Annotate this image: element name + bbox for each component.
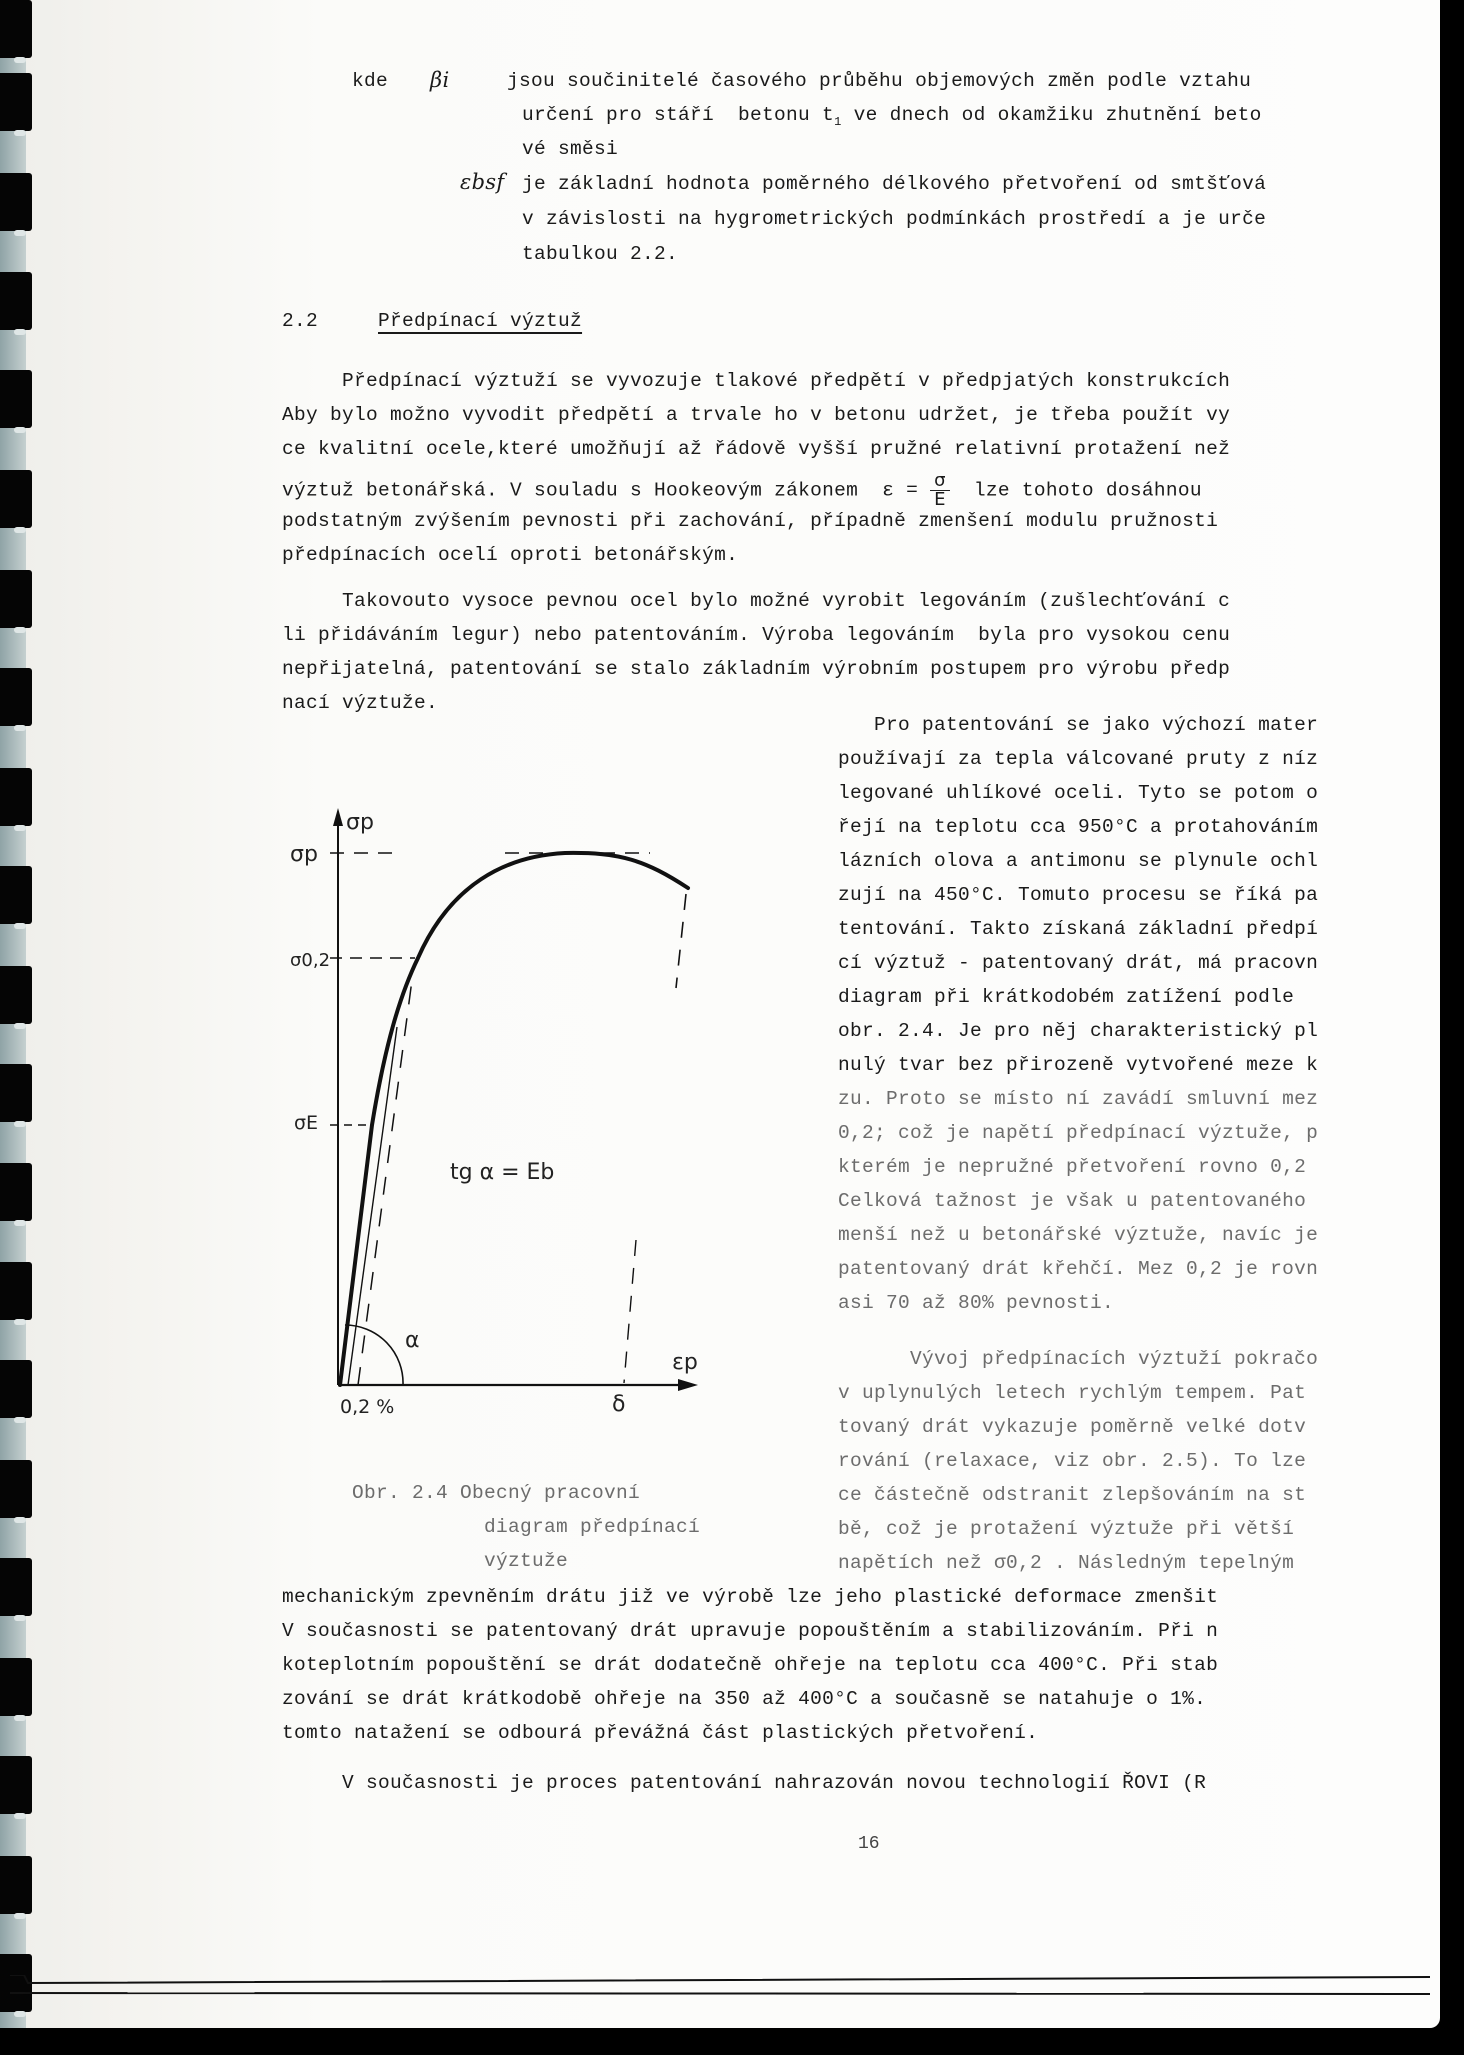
paragraph-line: Celková tažnost je však u patentovaného [838,1190,1307,1212]
figure-caption: diagram předpínací [484,1516,701,1538]
binding-hole [0,1658,32,1716]
paragraph-line: legované uhlíkové oceli. Tyto se potom o [838,782,1319,804]
scan-artifact-band [10,1975,1430,1997]
text-fragment: ve dnech od okamžiku zhutnění beto [841,104,1262,126]
paragraph-line: tomto natažení se odbourá převážná část plastických přetvoření. [282,1722,1039,1744]
sigma-02-label: σ0,2 [290,950,331,971]
paragraph-line: rování (relaxace, viz obr. 2.5). To lze [838,1450,1307,1472]
binding-hole [0,1262,32,1320]
paragraph-line: obr. 2.4. Je pro něj charakteristický pl [838,1020,1319,1042]
binding-hole [0,966,32,1024]
strain-02-label: 0,2 % [340,1396,395,1418]
x-axis-arrow [678,1379,698,1391]
binding-hole [0,73,32,131]
section-title: Předpínací výztuž [378,310,583,332]
paragraph-line: li přidáváním legur) nebo patentováním. Výroba legováním byla pro vysokou cenu [282,624,1231,646]
sigma-p-label: σp [290,842,318,867]
section-number: 2.2 [282,310,319,332]
paragraph-line: cí výztuž - patentovaný drát, má pracovn [838,952,1319,974]
figure-caption: výztuže [484,1550,569,1572]
binding-hole [0,866,32,924]
stress-strain-diagram [290,790,720,1418]
paragraph-line: používají za tepla válcované pruty z níz [838,748,1319,770]
paragraph-line: nepřijatelná, patentování se stalo základním výrobním postupem pro výrobu předp [282,658,1231,680]
paragraph-line: zování se drát krátkodobě ohřeje na 350 až 400°C a současně se natahuje o 1%. [282,1688,1207,1710]
diagram-drawing [300,790,720,1410]
binding-hole [0,470,32,528]
paragraph-line: v uplynulých letech rychlým tempem. Pat [838,1382,1307,1404]
beta-symbol: βi [430,68,450,92]
paragraph-line: nulý tvar bez přirozeně vytvořené meze k [838,1054,1319,1076]
binding-hole [0,1360,32,1418]
paragraph-line: lázních olova a antimonu se plynule ochl [838,850,1319,872]
paragraph-line: asi 70 až 80% pevnosti. [838,1292,1115,1314]
sigma-e-label: σE [294,1112,319,1134]
binding-hole [0,1558,32,1616]
paragraph-line: nací výztuže. [282,692,439,714]
paragraph-line: koteplotním popouštění se drát dodatečně ohřeje na teplotu cca 400°C. Při stab [282,1654,1219,1676]
paragraph-line: Aby bylo možno vyvodit předpětí a trvale ho v betonu udržet, je třeba použít vy [282,404,1231,426]
paragraph-line: mechanickým zpevněním drátu již ve výrobě lze jeho plastické deformace zmenšit [282,1586,1219,1608]
modulus-formula: tg α = Eb [450,1160,555,1185]
definition-kde: kde [352,70,389,92]
paragraph-line: Předpínací výztuží se vyvozuje tlakové předpětí v předpjatých konstrukcích [282,370,1231,392]
binding-hole [0,1856,32,1914]
paragraph-line: patentovaný drát křehčí. Mez 0,2 je rovn [838,1258,1319,1280]
paragraph-line: tovaný drát vykazuje poměrně velké dotv [838,1416,1307,1438]
text-fragment: určení pro stáří betonu t [522,104,835,126]
y-axis-label: σp [346,810,374,835]
figure-caption: Obr. 2.4 Obecný pracovní [352,1482,641,1504]
paragraph-line: menší než u betonářské výztuže, navíc je [838,1224,1319,1246]
paragraph-line: ce částečně odstranit zlepšováním na st [838,1484,1307,1506]
binding-hole [0,1064,32,1122]
scan-shadow [1440,0,1464,2055]
delta-guide [624,1240,636,1383]
binding-hole [0,272,32,330]
rupture-guide [676,894,686,988]
beta-definition-line [522,106,1262,128]
binding-hole [0,668,32,726]
alpha-label: α [405,1328,420,1353]
binding-hole [0,370,32,428]
binding-hole [0,1460,32,1518]
paragraph-line: podstatným zvýšením pevnosti při zachování, případně zmenšení modulu pružnosti [282,510,1219,532]
paragraph-line: V současnosti se patentovaný drát upravuje popouštěním a stabilizováním. Při n [282,1620,1219,1642]
eps-symbol: εbsf [460,170,505,194]
binding-hole [0,1756,32,1814]
paragraph-line: řejí na teplotu cca 950°C a protahováním [838,816,1319,838]
text-fragment: výztuž betonářská. V souladu s Hookeovým zákonem ε = [282,479,931,502]
paragraph-line: diagram při krátkodobém zatížení podle [838,986,1295,1008]
alpha-arc [345,1325,403,1385]
binding-hole [0,570,32,628]
fraction-numerator: σ [930,472,950,491]
text-fragment: lze tohoto dosáhnou [949,479,1202,502]
paragraph-line: V současnosti je proces patentování nahrazován novou technologií ŘOVI (R [282,1772,1207,1794]
beta-definition-line: vé směsi [522,138,619,160]
paragraph-line: Pro patentování se jako výchozí mater [838,714,1319,736]
hooke-fraction [930,472,950,509]
paragraph-line: ce kvalitní ocele,které umožňují až řádově vyšší pružné relativní protažení než [282,438,1231,460]
y-axis-arrow [333,808,343,826]
paragraph-line: Takovouto vysoce pevnou ocel bylo možné vyrobit legováním (zušlechťování c [282,590,1231,612]
paragraph-line: tentování. Takto získaná základní předpí [838,918,1319,940]
binding-hole [0,173,32,231]
beta-definition-line: jsou součinitelé časového průběhu objemových změn podle vztahu [507,70,1252,92]
binding-hole [0,768,32,826]
stress-strain-curve [340,853,688,1385]
paragraph-line: zu. Proto se místo ní zavádí smluvní mez [838,1088,1319,1110]
subscript: 1 [834,115,842,129]
eps-definition-line: je základní hodnota poměrného délkového přetvoření od smtšťová [522,173,1267,195]
paragraph-line [282,472,1202,509]
binding-hole [0,0,32,58]
paragraph-line: Vývoj předpínacích výztuží pokračo [838,1348,1319,1370]
binding-hole [0,1163,32,1221]
x-axis-label: εp [672,1350,698,1375]
fraction-denominator: E [934,489,946,510]
paragraph-line: předpínacích ocelí oproti betonářským. [282,544,739,566]
delta-label: δ [612,1392,626,1417]
paragraph-line: bě, což je protažení výztuže při větší [838,1518,1295,1540]
paragraph-line: napětích než σ0,2 . Následným tepelným [838,1552,1295,1574]
page-number: 16 [858,1834,880,1854]
paragraph-line: 0,2; což je napětí předpínací výztuže, p [838,1122,1319,1144]
eps-definition-line: v závislosti na hygrometrických podmínkách prostředí a je urče [522,208,1267,230]
paragraph-line: kterém je nepružné přetvoření rovno 0,2 [838,1156,1307,1178]
paragraph-line: zují na 450°C. Tomuto procesu se říká pa [838,884,1319,906]
eps-definition-line: tabulkou 2.2. [522,243,679,265]
